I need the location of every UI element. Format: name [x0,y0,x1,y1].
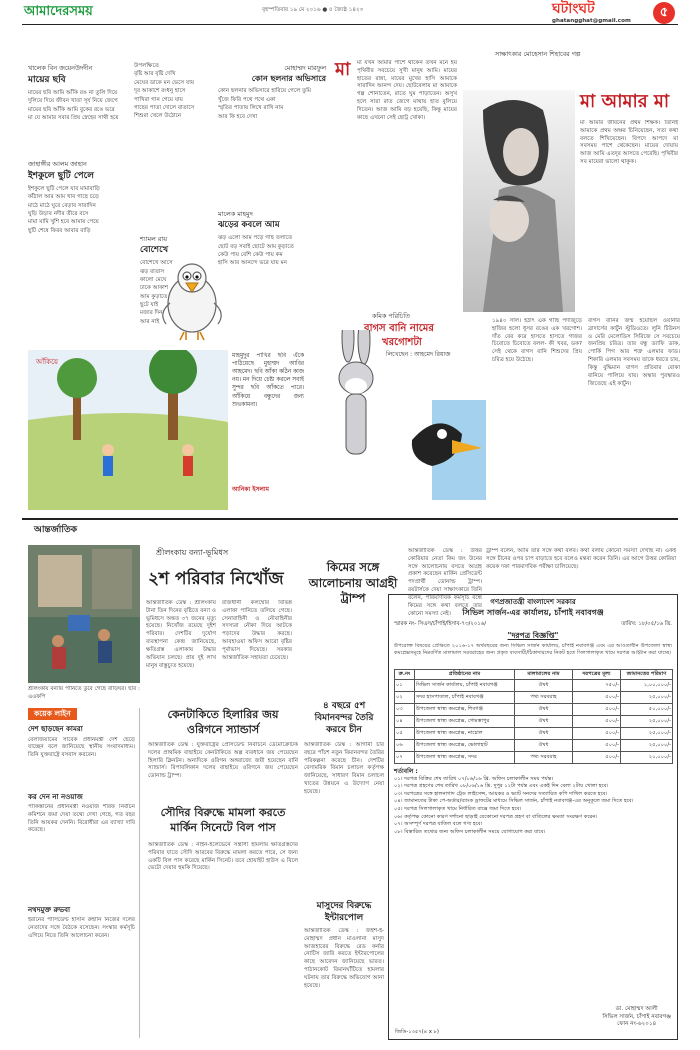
table-cell: ৫০০/- [573,739,621,751]
dateline: বৃহস্পতিবার ১৯ মে ২০১৬ ● ৫ জ্যৈষ্ঠ ১৪২৩ [262,7,364,13]
drawing-artist: আনিকা ইসলাম [232,486,269,493]
signer-phone: ফোন নং-৬২০১৪ [617,1021,657,1028]
table-cell: ঔষধ [515,739,573,751]
notice-table [394,669,673,764]
saudi-headline: সৌদির বিরুদ্ধে মামলা করতে মার্কিন সিনেটে বিল পাস [160,806,286,834]
poem-author: মোহাম্মদ মারফুল [284,64,326,72]
table-cell: ঔষধ [515,703,573,715]
section-divider [22,518,678,520]
masood-article: আন্তর্জাতিক ডেস্ক : জইশ-ই-মোহাম্মদ প্রধান মাওলানা মাসুদ আজহারের বিরুদ্ধে রেড কর্নার নোটিস জারি করতে ইন্টারপোলের কাছে আবেদন জানিয়েছে ভারত। পাঠানকোট বিমানঘাঁটিতে হামলার ঘটনায় তার বিরুদ্ধে অভিযোগ আনা হয়েছে। [304,928,384,989]
comic-title-line1: বাগস বানি নামের [364,323,434,334]
column-header: দরপত্রের মূল্য [573,669,621,679]
table-cell: ০২ [395,691,415,703]
table-cell: ৫০,০০০/- [621,703,673,715]
poem-author: জাহাঙ্গীর আলম জাহান [28,160,87,168]
cartoon-bird-illustration [150,258,235,343]
table-cell: ২৫,০০০/- [621,739,673,751]
poem-body: ইশকুলে ছুটি পেলে যাব মামাবাড়ি কাঁঠাল আর আম খাব গাছে চড়ে মাঠে মাঠে ঘুরে বেড়াব সারাদিন ঘুড়ি উড়াব নদীর তীরে বসে মামা মামি খুশি হবে আমায় পেয়ে ছুটি শেষে ফিরব আবার বাড়ি [28,185,100,234]
masthead-rule [22,24,678,25]
poem-title: কোন ছলনার অভিসারে [251,73,326,83]
table-cell: ২০,০০০/- [621,751,673,763]
table-cell: উপজেলা স্বাস্থ্য কমপ্লেক্স, ভোলাহাট [415,739,515,751]
comic-intro: ১৯৪০ সাল। হঠাৎ এক গাছি পর্দাজুড়ে হাজির হলো ধূসর রঙের এক খরগোশ। দাঁত বের করে হাসতে হাসতে গাজর চিবোতে চিবোতে বলল- কী খবর, ডক? সেই থেকে বাগস বানি শিশুদের প্রিয় চরিত্র হয়ে উঠেছে। [492,318,582,364]
lead-kicker: শ্রীলংকায় বন্যা-ভূমিধস [156,548,229,557]
saudi-article: আন্তর্জাতিক ডেস্ক : নাইন-ইলেভেনে সন্ত্রাসী হামলায় ক্ষতিগ্রস্তদের পরিবার যাতে সৌদি আরবের বিরুদ্ধে মামলা করতে পারে, সে জন্য একটি বিল পাস করেছে মার্কিন সিনেট। তবে হোয়াইট হাউস এ বিলে ভেটো দেয়ার হুমকি দিয়েছে। [148,842,298,872]
masood-headline: মাসুদের বিরুদ্ধে ইন্টারপোল [316,901,372,924]
condition-item: ০৪। জামানতের টাকা পে-অর্ডার/ব্যাংক ড্রাফটের মাধ্যমে সিভিল সার্জন, চাঁপাই নবাবগঞ্জ-এর অনুকূলে জমা দিতে হবে। [394,798,634,805]
story-column-2: মা আমার জীবনের প্রথম শিক্ষক। তিনিই আমাকে প্রথম অক্ষর চিনিয়েছেন, সত্য কথা বলতে শিখিয়েছেন। বিপদে আপদে মা সবসময় পাশে থেকেছেন। মায়ের দোয়ায় আজ আমি এতদূর আসতে পেরেছি। পৃথিবীর সব মায়েরা ভালো থাকুক। [580,120,678,166]
kim-trump-article-cont: ট্রাম্প বলেন, আমি তার সঙ্গে কথা বলব। কথা বলায় কোনো সমস্যা দেখছি না। একই সঙ্গে চীনের ওপর চাপ বাড়াতে হবে বলেও মন্তব্য করেন তিনি। এর আগে উত্তর কোরিয়া কয়েক দফা পারমাণবিক পরীক্ষা চালিয়েছে। [486,548,676,570]
airports-article: আন্তর্জাতিক ডেস্ক : আগামী চার বছরে পাঁচশ নতুন বিমানবন্দর তৈরির পরিকল্পনা করেছে চীন। দেশটির বেসামরিক বিমান চলাচল কর্তৃপক্ষ জানিয়েছে, সাধারণ বিমান চলাচল খাতের উন্নয়নে এ উদ্যোগ নেয়া হয়েছে। [304,742,384,795]
kentucky-headline: কেনটাকিতে হিলারির জয় ওরিগনে স্যান্ডার্স [167,708,279,736]
table-cell: ৫০০/- [573,715,621,727]
table-cell: সিভিল সার্জন কার্যালয়, চাঁপাই নবাবগঞ্জ [415,679,515,691]
kentucky-article: আন্তর্জাতিক ডেস্ক : যুক্তরাষ্ট্রের প্রেসিডেন্ট নির্বাচনে ডেমোক্রেটিক দলের প্রাথমিক বাছাইয়ে কেনটাকিতে অল্প ব্যবধানে জয় পেয়েছেন হিলারি ক্লিনটন। অন্যদিকে ওরিগন অঙ্গরাজ্যে জয়ী হয়েছেন বার্নি স্যান্ডার্স। রিপাবলিকান দলের বাছাইয়ে ওরিগনে জয় পেয়েছেন ডোনাল্ড ট্রাম্প। [148,742,298,780]
condition-item: ০৫। দরপত্র সিলগালাকৃত খামে নির্ধারিত বাক্সে জমা দিতে হবে। [394,806,522,812]
table-cell: পথ্য সরবরাহ [515,691,573,703]
table-cell: ৫০০/- [573,727,621,739]
story-title: মা আমার মা [580,91,670,112]
newspaper-title: আমাদেরসময় [24,4,93,19]
condition-item: ০১। দরপত্র বিক্রির শেষ তারিখ ০৭/০৬/১৬ খ্রি. অফিস চলাকালীন সময় পর্যন্ত। [394,775,554,782]
poem-title: ইশকুলে ছুটি পেলে [28,170,94,181]
poem-title: মায়ের ছবি [28,74,66,85]
table-cell: ৫০০/- [573,691,621,703]
table-cell: ০৩ [395,703,415,715]
news-briefs-sidebar [28,708,140,1038]
condition-item: ০৭। অসম্পূর্ণ দরপত্র বাতিল বলে গণ্য হবে। [394,821,483,828]
table-row [395,679,673,691]
story-block [335,50,680,312]
story-dropcap: মা [335,59,351,80]
table-row [395,703,673,715]
table-cell: পথ্য সরবরাহ [515,751,573,763]
condition-item: ০৩। দরপত্রের সঙ্গে হালনাগাদ ট্রেড লাইসেন্স, আয়কর ও ভ্যাট সনদের সত্যায়িত কপি দাখিল করতে হবে। [394,790,608,797]
table-cell: ৭৫০/- [573,679,621,691]
table-row [395,751,673,763]
table-cell: ঔষধ [515,679,573,691]
notice-gov: গণপ্রজাতন্ত্রী বাংলাদেশ সরকার [490,598,576,606]
lead-article-col2: রাজধানী কলম্বোর বিভিন্ন এলাকা পানিতে তলিয়ে গেছে। সেনাবাহিনী ও নৌবাহিনীর সদস্যরা নৌকা দিয়ে আটকে পড়াদের উদ্ধার করছে। আবহাওয়া অফিস আরো বৃষ্টির পূর্বাভাস দিয়েছে। সরকার আন্তর্জাতিক সহায়তা চেয়েছে। [222,600,292,661]
table-cell: ৫০০/- [573,751,621,763]
tender-notice [388,594,678,1040]
table-cell: ৫০০/- [573,703,621,715]
comic-body: বাগস বানির জন্ম হয়েছিল ওয়ার্নার ব্রাদার্সের কার্টুন স্টুডিওতে। লুনি টিউনস ও মেরি মেলোডিস সিরিজে সে সবচেয়ে জনপ্রিয় চরিত্র। তার বন্ধু ড্যাফি ডাক, পোর্কি পিগ আর শত্রু এলমার ফাড। শিকারি এলমার সবসময় তাকে ধরতে চায়, কিন্তু বুদ্ধিমান বাগস প্রতিবার বোকা বানিয়ে পালিয়ে যায়। অস্কার পুরস্কারও জিতেছে এই কার্টুন। [588,318,680,387]
poem-kon-cholonar [218,64,326,219]
table-cell: ২৫,০০০/- [621,715,673,727]
lead-headline: ২শ পরিবার নিখোঁজ [148,569,284,589]
lead-article-col1: আন্তর্জাতিক ডেস্ক : শ্রীলংকায় টানা তিন দিনের বৃষ্টিতে বন্যা ও ভূমিধসে অন্তত ৩৭ জনের মৃত্যু হয়েছে। নিখোঁজ রয়েছে দুইশ পরিবার। দেশটির দুর্যোগ ব্যবস্থাপনা কেন্দ্র জানিয়েছে, ক্ষতিগ্রস্ত এলাকায় উদ্ধার অভিযান চলছে। প্রায় দুই লাখ মানুষ বাস্তুচ্যুত হয়েছে। [146,600,216,669]
flood-photo [28,545,140,683]
comic-article [492,318,680,514]
column-header: ক্র.নং [395,669,415,679]
table-row [395,691,673,703]
section-logo: ঘটাংঘট [552,1,595,17]
table-row [395,739,673,751]
brief-headline: নথদমুক্ত রুভবা [28,906,71,914]
condition-item: ০২। দরপত্র গ্রহণের শেষ তারিখ ০৮/০৬/১৬ খ্রি. দুপুর ১২টা পর্যন্ত এবং একই দিন বেলা ২টায় খোলা হবে। [394,783,609,790]
ad-code: জিডি-১৩৫৭(৪ x ৮) [395,1028,439,1035]
table-cell: ২৫,০০০/- [621,691,673,703]
column-header: প্রতিষ্ঠানের নাম [415,669,515,679]
child-drawing-scene [28,350,228,510]
poem-author: মালেক মাহমুদ [218,210,253,218]
condition-item: ০৮। বিস্তারিত তথ্যের জন্য অফিস চলাকালীন সময়ে যোগাযোগ করা যাবে। [394,828,546,835]
story-label: সাক্ষাৎকার মোহেসান শিহাবের গল্প [495,50,581,58]
signer-title: সিভিল সার্জন, চাঁপাই নবাবগঞ্জ [602,1013,671,1020]
briefs-header: কয়েক লাইন [28,708,77,720]
table-cell: ০৫ [395,727,415,739]
comic-byline: লিখেছেন : আহমেদ রিয়াজ [386,351,451,358]
poem-body: মায়ের ছবি আমি আঁকি রঙ না তুলি দিয়ে দুলিয়ে দিয়ে জীবন খাতা সূর্য নিয়ে জেগে মায়ের ছবি আঁকি আমি বুকের রঙে ভরে মা যে আমার সবার প্রিয় স্নেহের সাথী হয়ে [28,89,119,121]
notice-signature-block [602,1006,671,1029]
notice-memo: স্মারক নং- সিএস/চাঁপাই/হিসাব-৭৩/২০১৬/ [394,621,487,628]
notice-intro: উপরোক্ত বিষয়ের প্রেক্ষিতে ২০১৬-১৭ অর্থবছরের জন্য সিভিল সার্জন কার্যালয়, চাঁপাই নবাবগঞ্জ এবং এর আওতাধীন উপজেলা স্বাস্থ্য কমপ্লেক্সসমূহে নিম্নবর্ণিত মালামাল সরবরাহের জন্য প্রকৃত ব্যবসায়ী/ঠিকাদারদের নিকট হতে সিলগালাকৃত খামে দরপত্র আহ্বান করা যাচ্ছে। [394,642,672,656]
drawing-caption: মাহমুদুর পাখির ছবি এঁকে পাঠিয়েছে মুহাম্মদ আবির আহমেদ। ছবি আঁকা কঠিন কাজ নয়। মন দিয়ে চেষ্টা করলে সবাই সুন্দর ছবি আঁকতে পারে। আঁকিয়ে বন্ধুদের জন্য শুভকামনা। [232,353,304,408]
table-cell: উপজেলা স্বাস্থ্য কমপ্লেক্স, সদর [415,751,515,763]
airports-headline: ৪ বছরে ৫শ বিমানবন্দর তৈরি করবে চীন [314,701,374,736]
page-number: ৫ [653,2,675,24]
table-cell: উপজেলা স্বাস্থ্য কমপ্লেক্স, নাচোল [415,727,515,739]
notice-date: তারিখ: ১৮/০৫/১৬ খ্রি. [621,621,672,628]
column-header: জামানতের পরিমাণ [621,669,673,679]
table-cell: উপজেলা স্বাস্থ্য কমপ্লেক্স, শিবগঞ্জ [415,703,515,715]
poem-author: খালেক বিন জয়েনউদদীন [28,64,93,72]
section-title-intl: আন্তর্জাতিক [34,525,77,535]
poem-body: বোশেখে আসে ঝড় বাতাস কালো মেঘে ঢাকে আকাশ আম কুড়াতে ছুটে যাই মজার দিন আর নাই [140,260,173,325]
kim-trump-headline: কিমের সঙ্গে আলোচনায় আগ্রহী ট্রাম্প [308,560,398,606]
table-cell: ১,০০,০০০/- [621,679,673,691]
comic-label: কমিক পরিচিতি [372,312,410,320]
brief-headline: দেশ ছাড়ছেন কামরা [28,725,83,734]
table-row [395,715,673,727]
comic-feature [312,312,487,512]
poem-body: কোন ছলনার অভিসারে হারিয়ে গেলে তুমি খুঁজে ফিরি পথে পথে একা স্মৃতির পাতায় লিখে রাখি নাম আর কি হবে দেখা [218,88,311,120]
table-cell: ঔষধ [515,727,573,739]
poem-body: ঝড় এলো আম পড়ে গাছ তলাতে ছোট বড় সবাই ছোটে আম কুড়াতে কেউ পায় বেশি কেউ পায় কম হাসি আর আনন্দে ভরে যায় মন [218,235,294,267]
table-cell: ঔষধ [515,715,573,727]
notice-table-header [395,669,673,679]
table-cell: উপজেলা স্বাস্থ্য কমপ্লেক্স, গোমস্তাপুর [415,715,515,727]
notice-office: সিভিল সার্জন-এর কার্যালয়, চাঁপাই নবাবগঞ্জ [462,608,604,618]
mother-child-photo [463,90,575,312]
flood-photo-caption: শ্রীলংকায় বন্যায় পানিতে ডুবে গেছে বাড়িঘর। ছবি : এএফপি [28,686,140,700]
notice-heading: "দরপত্র বিজ্ঞপ্তি" [507,630,559,640]
conditions-list [394,776,672,836]
poem-title: ঝড়ের কবলে আম [218,219,280,230]
poem-untitled: উপলক্ষিতে বৃষ্টি আর বৃষ্টি দেখি মেঘের ডাকে মন ভেসে যায় দূর আকাশে রংধনু হাসে পাখিরা গান গেয়ে যায় গাছের পাতা দোলে বাতাসে শিশুরা খেলে উঠোনে [134,63,195,120]
column-header: মালামালের নাম [515,669,573,679]
table-cell: ০৭ [395,751,415,763]
conditions-title: শর্তাবলি : [394,767,418,775]
signer-name: ডা. মোহাম্মদ আলী [615,1006,658,1013]
masthead [0,0,700,22]
table-row [395,727,673,739]
brief-body: পাকিস্তানের প্রধানমন্ত্রী নওয়াজ শরিফ নির্বাচন কমিশনে জমা দেয়া তথ্যে দেখা গেছে, গত বছর তিনি আয়কর দেননি। বিরোধীরা এর ব্যাখ্যা দাবি করেছে। [28,804,135,834]
table-cell: সদর হাসপাতাল, চাঁপাই নবাবগঞ্জ [415,691,515,703]
table-cell: ০৪ [395,715,415,727]
poem-title: বোশেখে [140,244,169,255]
kim-trump-article: আন্তর্জাতিক ডেস্ক : উত্তর কোরিয়ার নেতা কিম জং উনের সঙ্গে আলোচনায় বসতে আগ্রহ প্রকাশ করেছেন মার্কিন প্রেসিডেন্ট পদপ্রার্থী ডোনাল্ড ট্রাম্প। রয়টার্সকে দেয়া সাক্ষাৎকারে তিনি বলেন, পারমাণবিক কর্মসূচি বন্ধে কিমের সঙ্গে কথা বলতে তার কোনো সমস্যা নেই। [408,548,482,617]
comic-title-line2: খরগোশটা [382,337,422,348]
brief-body: বেলজিয়ামের সাবেক প্রধানমন্ত্রী দেশ ছেড়ে যাচ্ছেন বলে জানিয়েছে স্থানীয় সংবাদমাধ্যম। তিনি যুক্তরাষ্ট্রে বসবাস করবেন। [28,736,135,759]
poem-author: শ্যামল রায় [140,235,167,243]
table-cell: ২৫,০০০/- [621,727,673,739]
brief-headline: কর দেন না নওয়াজ [28,792,83,801]
table-cell: ০১ [395,679,415,691]
poem-ishkule-chuti [28,160,128,267]
bugs-bunny-daffy-illustration [312,330,487,512]
svg-text:আঁকিয়ে: আঁকিয়ে [36,358,59,366]
brief-body: ইরানের পাসিডেন্ট হাসান রুহানি নিজের দলের নেতাদের সঙ্গে বৈঠকে বসেছেন। সংস্কার কর্মসূচি এগিয়ে নিতে তিনি আলোচনা করেন। [28,917,135,940]
section-email[interactable]: ghatangghat@gmail.com [552,18,631,24]
poem-mayer-chobi [28,64,128,139]
table-cell: ০৬ [395,739,415,751]
condition-item: ০৬। কর্তৃপক্ষ কোনো কারণ দর্শানো ছাড়াই যেকোনো দরপত্র গ্রহণ বা বাতিলের ক্ষমতা সংরক্ষণ করেন। [394,813,598,820]
story-column-1: মা যখন আমার পাশে থাকেন তখন মনে হয় পৃথিবীর সবচেয়ে সুখী মানুষ আমি। মায়ের হাতের রান্না, মায়ের মুখের হাসি আমাকে সারাদিন আনন্দ দেয়। ছোটবেলায় মা আমাকে গল্প শোনাতেন, রাতে ঘুম পাড়াতেন। অসুখ হলে সারা রাত জেগে মাথায় হাত বুলিয়ে দিতেন। আজ আমি বড় হয়েছি, কিন্তু মায়ের কাছে এখনো সেই ছোট্ট খোকা। [357,60,457,121]
